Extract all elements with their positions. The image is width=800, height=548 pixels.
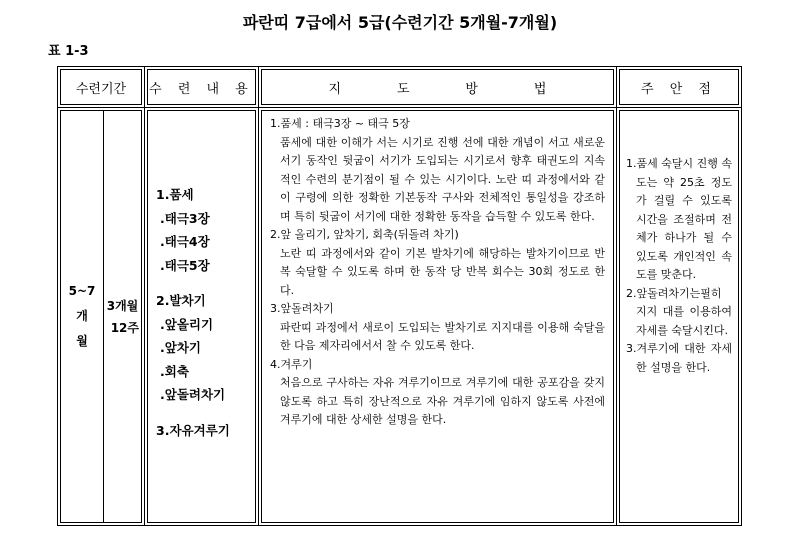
notes-text — [620, 111, 738, 377]
header-notes-cell — [617, 67, 742, 108]
table-row — [58, 108, 742, 526]
method-paragraph: 노란 띠 과정에서와 같이 기본 발차기에 해당하는 발차기이므로 반복 숙달할 수 있도록 하며 한 동작 당 반복 회수는 30회 정도로 한다. — [280, 246, 605, 297]
content-heading: 2.발차기 — [156, 293, 206, 308]
method-heading: 4.겨루기 — [270, 357, 313, 371]
method-heading: 3.앞돌려차기 — [270, 302, 334, 315]
months-line: 12주 — [110, 320, 139, 335]
header-method-char: 법 — [533, 81, 547, 97]
header-period: 수련기간 — [60, 69, 142, 105]
content-item: .태극5장 — [160, 257, 210, 273]
method-text — [262, 111, 613, 430]
header-row — [58, 67, 742, 108]
months-line: 3개월 — [106, 298, 139, 313]
period-cell — [58, 108, 145, 526]
method-heading: 1.품세 : 태극3장 ~ 태극 5장 — [270, 117, 410, 130]
content-item: .앞올리기 — [160, 316, 214, 332]
method-cell — [259, 108, 617, 526]
page-title: 파란띠 7급에서 5급(수련기간 5개월-7개월) — [242, 13, 558, 32]
table-label: 표 1-3 — [48, 44, 89, 59]
header-method-char: 도 — [396, 81, 410, 97]
training-table — [57, 66, 742, 526]
content-item: .앞차기 — [160, 340, 201, 355]
header-method-cell — [259, 67, 617, 108]
method-paragraph: 품세에 대한 이해가 서는 시기로 진행 선에 대한 개념이 서고 새로운 서기 동작인 뒷굽이 서기가 도입되는 시기로서 향후 태권도의 지속적인 수련의 분기점이 될 수 있는 시기이다. 노란 띠 과정에서와 같이 구령에 의한 정확한 기본동작 구사와 전체적인 통일성을 강조하며 특히 뒷굽이 서기에 대한 정확한 동작을 습득할 수 있도록 한다. — [280, 135, 605, 223]
header-content-cell — [145, 67, 259, 108]
period-line: 월 — [76, 334, 88, 348]
method-heading: 2.앞 올리기, 앞차기, 회축(뒤돌려 차기) — [270, 228, 459, 241]
content-item: .회축 — [160, 363, 189, 379]
content-heading: 3.자유겨루기 — [156, 422, 230, 438]
period-line: 5~7 — [68, 284, 96, 298]
content-item: .앞돌려차기 — [160, 387, 226, 402]
content-list — [148, 111, 255, 442]
header-content: 수 련 내 용 — [147, 69, 256, 105]
header-notes: 주 안 점 — [619, 69, 739, 105]
notes-cell — [617, 108, 742, 526]
content-heading: 1.품세 — [156, 187, 194, 202]
period-line: 개 — [76, 309, 88, 323]
note-item: 1.품세 숙달시 진행 속도는 약 25초 정도가 걸릴 수 있도록 시간을 조절하며 전체가 하나가 될 수 있도록 개인적인 속도를 맞춘다. — [626, 157, 732, 281]
note-item: 3.겨루기에 대한 자세한 설명을 한다. — [626, 342, 732, 374]
header-method — [261, 69, 614, 105]
content-cell — [145, 108, 259, 526]
note-item: 2.앞돌려차기는필히 지지 대를 이용하여 자세를 숙달시킨다. — [626, 286, 732, 337]
method-paragraph: 파란띠 과정에서 새로이 도입되는 발차기로 지지대를 이용해 숙달을 한 다음 제자리에서서 찰 수 있도록 한다. — [280, 320, 605, 352]
header-method-char: 방 — [465, 81, 478, 97]
content-item: .태극4장 — [160, 234, 210, 249]
content-item: .태극3장 — [160, 210, 210, 226]
method-paragraph: 처음으로 구사하는 자유 겨루기이므로 겨루기에 대한 공포감을 갖지 않도록 하고 특히 장난적으로 자유 겨루기에 임하지 않도록 사전에 겨루기에 대한 상세한 설명을 한다. — [280, 376, 605, 426]
period-box — [61, 111, 104, 522]
months-box — [104, 111, 141, 522]
header-method-char: 지 — [328, 81, 342, 97]
header-period-cell — [58, 67, 145, 108]
